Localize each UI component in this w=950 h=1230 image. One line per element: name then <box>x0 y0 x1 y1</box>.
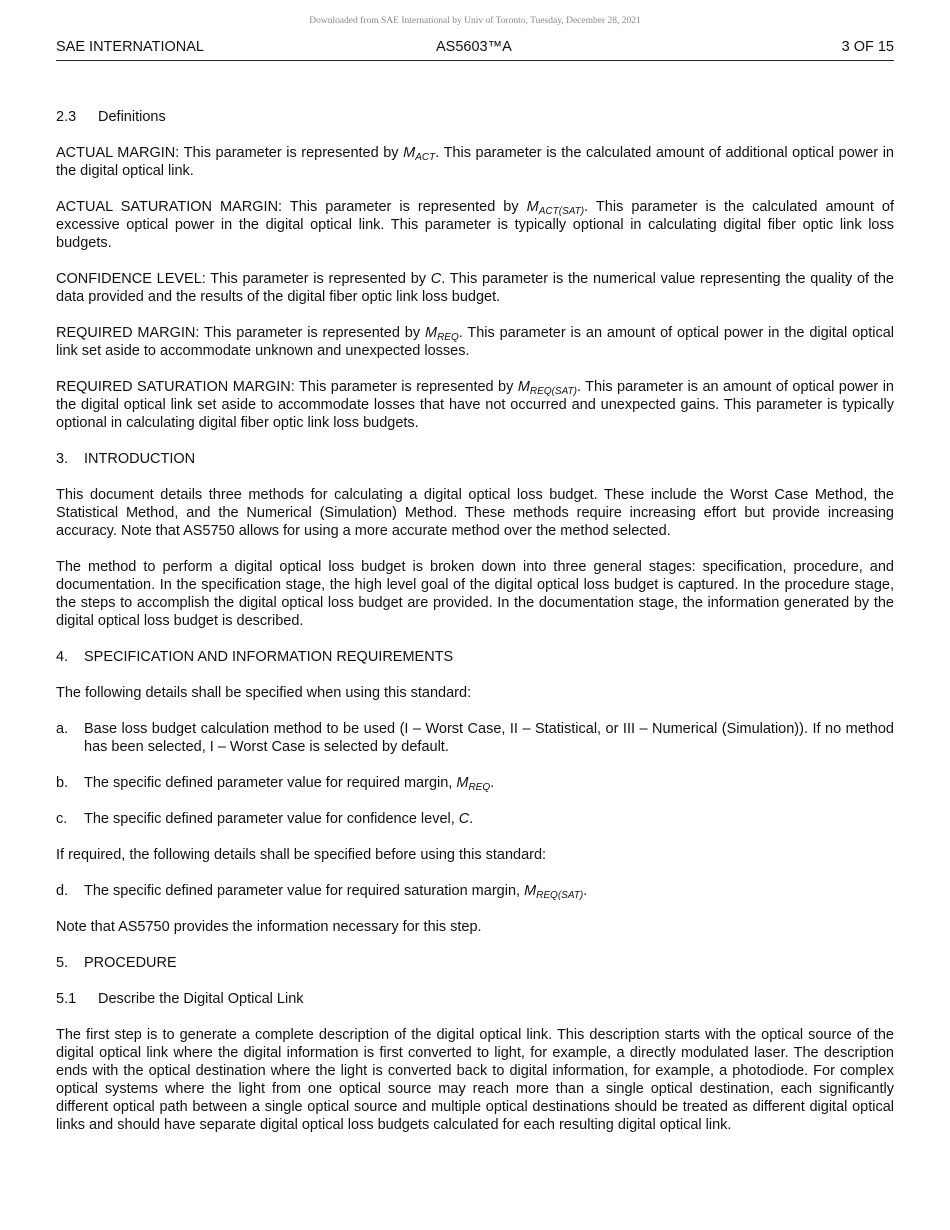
procedure-paragraph-1: The first step is to generate a complete description of the digital optical link. This description starts with the optical source of the digital optical link where the digital information is first converted to light, for example, a directly modulated laser. The description ends with the optical destination where the light is converted back to digital information, for example, a photodiode. For complex optical systems where the light from one optical source may reach more than a single optical destination, each significantly different optical path between a single optical source and multiple optical destinations should be treated as different digital optical links and should have separate digital optical loss budgets calculated for each resulting digital optical link. <box>56 1027 894 1133</box>
definition-actual-saturation-margin: ACTUAL SATURATION MARGIN: This parameter is represented by $M_{ACT(SAT)}$. This parameter is the calculated amount of excessive optical power in the digital optical link. This parameter is typically optional in calculating digital fiber optic link loss budgets. <box>56 199 894 251</box>
definition-confidence-level: CONFIDENCE LEVEL: This parameter is represented by C. This parameter is the numerical value representing the quality of the data provided and the results of the digital fiber optic link loss budget. <box>56 271 894 305</box>
section-number: 5. <box>56 955 69 971</box>
symbol-c: C <box>430 271 442 287</box>
definition-actual-margin: ACTUAL MARGIN: This parameter is represented by $M_{ACT}$. This parameter is the calculated amount of additional optical power in the digital optical link. <box>56 145 894 179</box>
section-title: PROCEDURE <box>84 955 177 971</box>
header-page-number: 3 OF 15 <box>841 39 894 55</box>
section-4-heading <box>56 648 894 666</box>
header-document-number: AS5603™A <box>436 39 512 55</box>
symbol-m-act-sat: $M_{ACT(SAT)}$ <box>526 199 585 217</box>
symbol-m-req-sat: $M_{REQ(SAT)}$ <box>524 883 584 901</box>
section-5-1-heading <box>56 990 894 1008</box>
section-number: 2.3 <box>56 109 77 125</box>
page-body <box>56 108 894 1152</box>
section-title: SPECIFICATION AND INFORMATION REQUIREMENTS <box>84 649 454 665</box>
list-item-c: c. The specific defined parameter value for confidence level, C. <box>56 811 474 827</box>
specification-note: Note that AS5750 provides the information necessary for this step. <box>56 919 482 935</box>
specification-intro: The following details shall be specified when using this standard: <box>56 685 472 701</box>
specification-intro-2: If required, the following details shall be specified before using this standard: <box>56 847 547 863</box>
list-item-a: a. Base loss budget calculation method to be used (I – Worst Case, II – Statistical, or III – Numerical (Simulation)). If no method has been selected, I – Worst Case is selected by default. <box>56 721 894 755</box>
symbol-m-act: $M_{ACT}$ <box>403 145 436 163</box>
definition-required-margin: REQUIRED MARGIN: This parameter is represented by $M_{REQ}$. This parameter is an amount of optical power in the digital optical link set aside to accommodate unknown and unexpected losses. <box>56 325 894 359</box>
list-item-b: b. The specific defined parameter value for required margin, $M_{REQ}$. <box>56 775 495 793</box>
symbol-c: C <box>458 811 470 827</box>
introduction-paragraph-1: This document details three methods for calculating a digital optical loss budget. These include the Worst Case Method, the Statistical Method, and the Numerical (Simulation) Method. These methods require increasing effort but provide increasing accuracy. Note that AS5750 allows for using a more accurate method over the method selected. <box>56 487 894 539</box>
section-number: 4. <box>56 649 69 665</box>
section-number: 3. <box>56 451 69 467</box>
section-title: Definitions <box>98 109 166 125</box>
symbol-m-req: $M_{REQ}$ <box>456 775 491 793</box>
definition-required-saturation-margin: REQUIRED SATURATION MARGIN: This parameter is represented by $M_{REQ(SAT)}$. This parameter is an amount of optical power in the digital optical link set aside to accommodate losses that have not occurred and unexpected gains. This parameter is typically optional in calculating digital fiber optic link loss budgets. <box>56 379 894 431</box>
section-5-heading <box>56 954 894 972</box>
section-title: Describe the Digital Optical Link <box>98 991 304 1007</box>
download-watermark: Downloaded from SAE International by Univ of Toronto, Tuesday, December 28, 2021 <box>309 16 641 26</box>
section-number: 5.1 <box>56 991 77 1007</box>
section-2-3-heading <box>56 108 894 126</box>
symbol-m-req: $M_{REQ}$ <box>424 325 459 343</box>
section-title: INTRODUCTION <box>84 451 196 467</box>
header-publisher: SAE INTERNATIONAL <box>56 39 204 55</box>
symbol-m-req-sat: $M_{REQ(SAT)}$ <box>517 379 577 397</box>
introduction-paragraph-2: The method to perform a digital optical loss budget is broken down into three general stages: specification, procedure, and documentation. In the specification stage, the high level goal of the digital optical loss budget is captured. In the procedure stage, the steps to accomplish the digital optical loss budget are provided. In the documentation stage, the information generated by the digital optical loss budget is described. <box>56 559 894 629</box>
list-item-d: d. The specific defined parameter value for required saturation margin, $M_{REQ(SAT)}$. <box>56 883 588 901</box>
page-header <box>56 38 894 61</box>
section-3-heading <box>56 450 894 468</box>
